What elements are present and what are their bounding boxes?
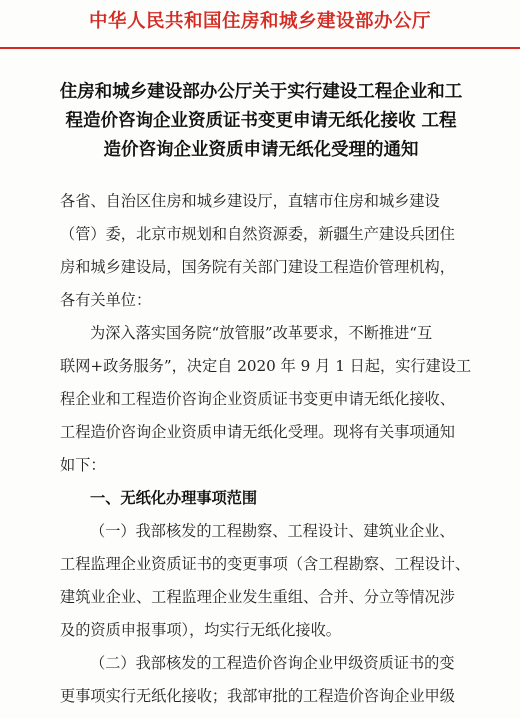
addressee-line: 各有关单位： [60,291,152,309]
intro-line: 为深入落实国务院“放管服”改革要求，不断推进“互 [90,324,433,342]
item-line: 建筑业企业、工程监理企业发生重组、合并、分立等情况涉 [60,588,455,606]
title-line: 程造价咨询企业资质证书变更申请无纸化接收 工程 [65,111,457,131]
title-line: 住房和城乡建设部办公厅关于实行建设工程企业和工 [59,82,463,102]
intro-line: 工程造价咨询企业资质申请无纸化受理。现将有关事项通知 [60,423,455,441]
document-title [36,78,486,165]
section-heading: 一、无纸化办理事项范围 [90,489,258,507]
item-line: 及的资质申报事项），均实行无纸化接收。 [60,621,341,639]
addressee-line: （管）委，北京市规划和自然资源委，新疆生产建设兵团住 [60,225,455,243]
item-line: 更事项实行无纸化接收；我部审批的工程造价咨询企业甲级 [60,687,455,705]
addressee-line: 各省、自治区住房和城乡建设厅，直辖市住房和城乡建设 [60,192,440,210]
issuer-masthead: 中华人民共和国住房和城乡建设部办公厅 [88,11,431,32]
item-line: （一）我部核发的工程勘察、工程设计、建筑业企业、 [90,522,455,540]
title-line: 造价咨询企业资质申请无纸化受理的通知 [103,140,419,160]
red-header-rule [0,47,520,49]
item-line: 工程监理企业资质证书的变更事项（含工程勘察、工程设计、 [60,555,471,573]
intro-line: 程企业和工程造价咨询企业资质证书变更申请无纸化接收、 [60,390,455,408]
intro-line: 如下： [60,456,106,474]
intro-line: 联网+政务服务”，决定自 2020 年 9 月 1 日起，实行建设工 [60,357,472,375]
item-line: （二）我部核发的工程造价咨询企业甲级资质证书的变 [90,654,455,672]
addressee-line: 房和城乡建设局，国务院有关部门建设工程造价管理机构， [60,258,455,276]
